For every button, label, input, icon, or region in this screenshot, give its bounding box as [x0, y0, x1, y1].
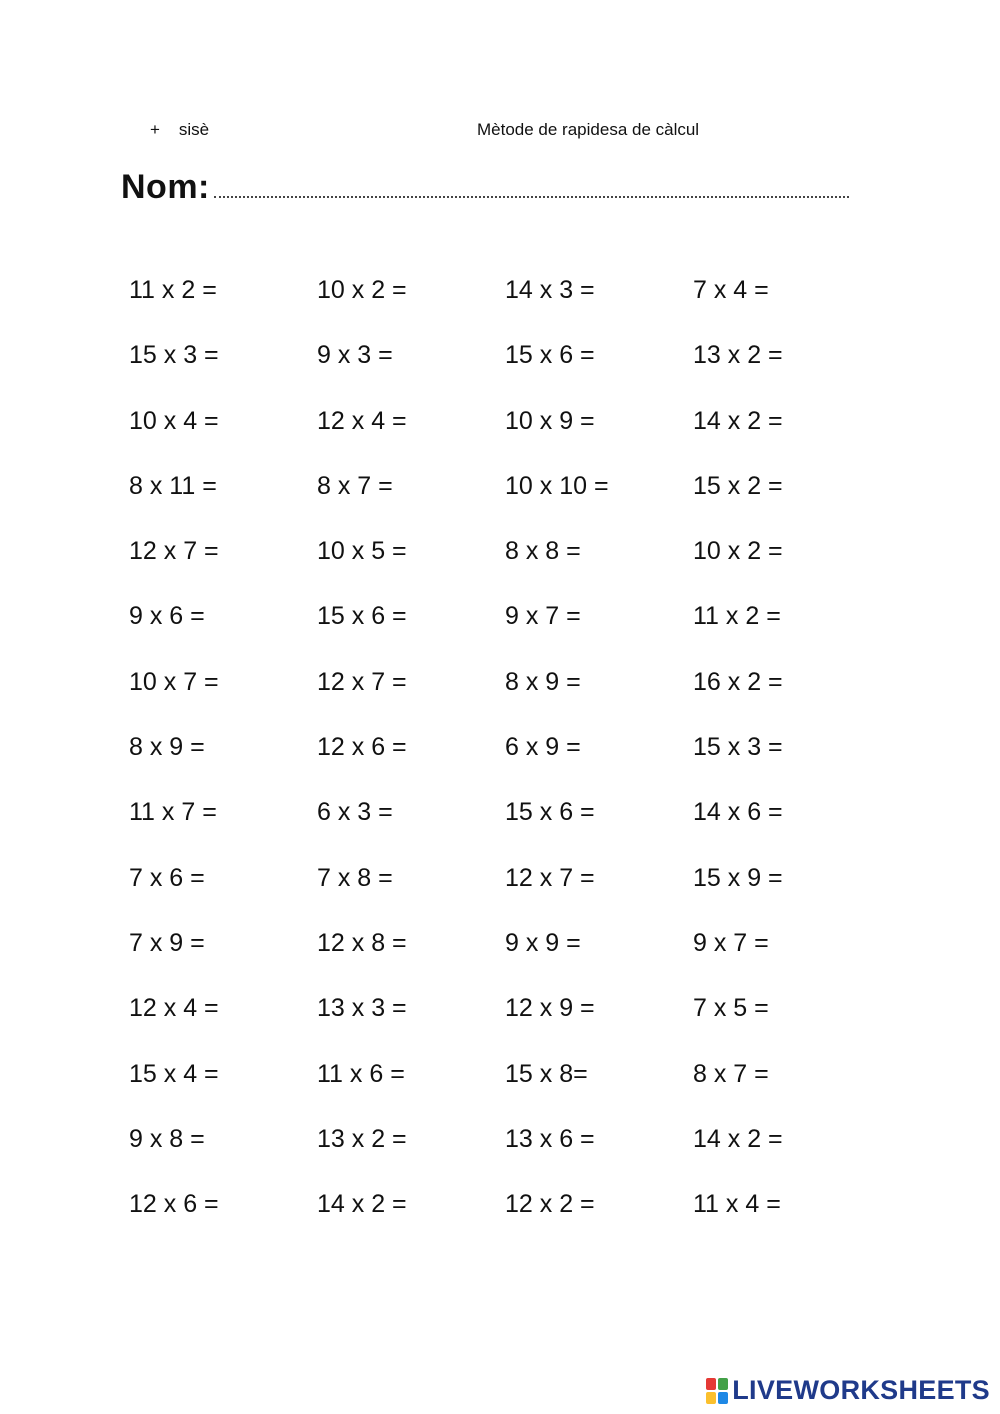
- exercise-item: 9 x 8 =: [129, 1124, 205, 1153]
- exercise-item: 12 x 4 =: [317, 406, 407, 435]
- exercise-item: 11 x 4 =: [693, 1190, 781, 1219]
- exercise-item: 9 x 3 =: [317, 341, 393, 370]
- exercise-grid: [129, 273, 881, 1252]
- exercise-item: 12 x 6 =: [129, 1190, 219, 1219]
- exercise-item: 8 x 8 =: [505, 537, 581, 566]
- exercise-item: 12 x 4 =: [129, 994, 219, 1023]
- liveworksheets-logo-text: LIVEWORKSHEETS: [732, 1375, 990, 1405]
- exercise-item: 7 x 6 =: [129, 863, 205, 892]
- logo-square-blue: [718, 1392, 728, 1404]
- exercise-item: 8 x 11 =: [129, 471, 217, 500]
- exercise-item: 8 x 7 =: [317, 471, 393, 500]
- exercise-item: 15 x 8=: [505, 1059, 588, 1088]
- exercise-item: 11 x 6 =: [317, 1059, 405, 1088]
- exercise-item: 11 x 2 =: [693, 602, 781, 631]
- exercise-item: 14 x 3 =: [505, 276, 595, 304]
- name-label: Nom:: [121, 168, 210, 206]
- exercise-item: 9 x 9 =: [505, 928, 581, 957]
- exercise-item: 12 x 2 =: [505, 1190, 595, 1219]
- exercise-item: 8 x 7 =: [693, 1059, 769, 1088]
- logo-square-green: [718, 1378, 728, 1390]
- liveworksheets-watermark: [706, 1375, 990, 1406]
- exercise-item: 12 x 7 =: [317, 667, 407, 696]
- exercise-item: 15 x 3 =: [129, 341, 219, 370]
- exercise-item: 12 x 7 =: [505, 863, 595, 892]
- exercise-item: 15 x 2 =: [693, 471, 783, 500]
- exercise-item: 15 x 4 =: [129, 1059, 219, 1088]
- exercise-item: 12 x 9 =: [505, 994, 595, 1023]
- exercise-item: 9 x 6 =: [129, 602, 205, 631]
- exercise-item: 6 x 3 =: [317, 798, 393, 827]
- exercise-item: 10 x 2 =: [693, 537, 783, 566]
- exercise-item: 15 x 6 =: [317, 602, 407, 631]
- exercise-item: 10 x 7 =: [129, 667, 219, 696]
- name-field: [121, 168, 861, 207]
- exercise-item: 9 x 7 =: [693, 928, 769, 957]
- exercise-item: 13 x 3 =: [317, 994, 407, 1023]
- exercise-item: 14 x 2 =: [693, 1124, 783, 1153]
- exercise-item: 12 x 7 =: [129, 537, 219, 566]
- exercise-item: 9 x 7 =: [505, 602, 581, 631]
- logo-square-yellow: [706, 1392, 716, 1404]
- exercise-item: 16 x 2 =: [693, 667, 783, 696]
- exercise-item: 11 x 7 =: [129, 798, 217, 827]
- exercise-item: 14 x 6 =: [693, 798, 783, 827]
- exercise-item: 10 x 9 =: [505, 406, 595, 435]
- exercise-item: 15 x 3 =: [693, 733, 783, 762]
- worksheet-title: Mètode de rapidesa de càlcul: [477, 120, 700, 139]
- exercise-item: 12 x 6 =: [317, 733, 407, 762]
- exercise-item: 10 x 2 =: [317, 276, 407, 304]
- exercise-item: 7 x 9 =: [129, 928, 205, 957]
- grade-label: + sisè: [150, 120, 210, 139]
- exercise-item: 15 x 9 =: [693, 863, 783, 892]
- logo-square-red: [706, 1378, 716, 1390]
- exercise-item: 8 x 9 =: [129, 733, 205, 762]
- exercise-item: 7 x 5 =: [693, 994, 769, 1023]
- liveworksheets-logo-icon: [706, 1378, 728, 1404]
- exercise-item: 13 x 2 =: [693, 341, 783, 370]
- exercise-item: 14 x 2 =: [693, 406, 783, 435]
- exercise-item: 12 x 8 =: [317, 928, 407, 957]
- exercise-item: 15 x 6 =: [505, 798, 595, 827]
- name-dotted-line[interactable]: [214, 170, 849, 198]
- exercise-item: 10 x 4 =: [129, 406, 219, 435]
- exercise-item: 10 x 5 =: [317, 537, 407, 566]
- exercise-item: 7 x 8 =: [317, 863, 393, 892]
- exercise-item: 15 x 6 =: [505, 341, 595, 370]
- exercise-item: 13 x 2 =: [317, 1124, 407, 1153]
- exercise-item: 14 x 2 =: [317, 1190, 407, 1219]
- exercise-item: 8 x 9 =: [505, 667, 581, 696]
- exercise-item: 6 x 9 =: [505, 733, 581, 762]
- exercise-item: 11 x 2 =: [129, 276, 217, 304]
- exercise-item: 13 x 6 =: [505, 1124, 595, 1153]
- exercise-item: 7 x 4 =: [693, 276, 769, 304]
- exercise-item: 10 x 10 =: [505, 471, 609, 500]
